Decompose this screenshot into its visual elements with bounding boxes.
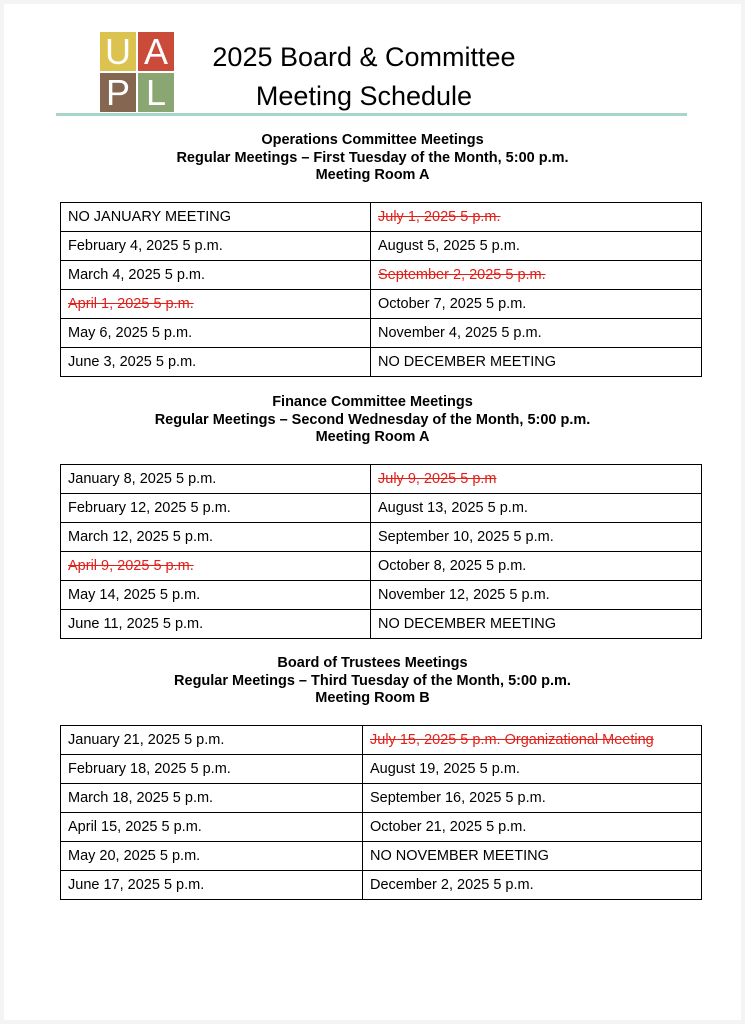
finance-section-heading	[4, 394, 741, 447]
operations-section-heading	[4, 132, 741, 185]
cancelled-meeting-cell: April 1, 2025 5 p.m.	[61, 290, 371, 319]
table-row	[61, 203, 702, 232]
table-row	[61, 348, 702, 377]
meeting-date-cell: September 10, 2025 5 p.m.	[371, 523, 702, 552]
meeting-date-cell: January 8, 2025 5 p.m.	[61, 465, 371, 494]
meeting-date-cell: June 17, 2025 5 p.m.	[61, 871, 363, 900]
meeting-date-cell: November 4, 2025 5 p.m.	[371, 319, 702, 348]
title-line-2: Meeting Schedule	[255, 81, 473, 111]
cancelled-meeting-cell: September 2, 2025 5 p.m.	[371, 261, 702, 290]
table-row	[61, 290, 702, 319]
table-row	[61, 261, 702, 290]
meeting-date-cell: May 6, 2025 5 p.m.	[61, 319, 371, 348]
cancelled-meeting-cell: July 9, 2025 5 p.m	[371, 465, 702, 494]
board-schedule-table	[60, 725, 702, 900]
meeting-date-cell: January 21, 2025 5 p.m.	[61, 726, 363, 755]
meeting-date-cell: NO NOVEMBER MEETING	[363, 842, 702, 871]
meeting-date-cell: NO DECEMBER MEETING	[371, 348, 702, 377]
table-row	[61, 871, 702, 900]
logo-letter-a: A	[138, 32, 174, 71]
meeting-date-cell: November 12, 2025 5 p.m.	[371, 581, 702, 610]
meeting-date-cell: October 21, 2025 5 p.m.	[363, 813, 702, 842]
table-row	[61, 523, 702, 552]
operations-room: Meeting Room A	[315, 167, 430, 183]
meeting-date-cell: March 12, 2025 5 p.m.	[61, 523, 371, 552]
table-row	[61, 842, 702, 871]
meeting-date-cell: April 15, 2025 5 p.m.	[61, 813, 363, 842]
operations-schedule-table	[60, 202, 702, 377]
table-row	[61, 755, 702, 784]
board-subtitle: Regular Meetings – Third Tuesday of the Month, 5:00 p.m.	[174, 672, 571, 689]
meeting-date-cell: August 19, 2025 5 p.m.	[363, 755, 702, 784]
board-section-heading	[4, 655, 741, 708]
meeting-date-cell: August 13, 2025 5 p.m.	[371, 494, 702, 523]
logo-letter-l: L	[138, 73, 174, 112]
meeting-date-cell: February 4, 2025 5 p.m.	[61, 232, 371, 261]
table-row	[61, 610, 702, 639]
header-divider	[56, 113, 687, 116]
meeting-date-cell: March 4, 2025 5 p.m.	[61, 261, 371, 290]
finance-schedule-table	[60, 464, 702, 639]
meeting-date-cell: September 16, 2025 5 p.m.	[363, 784, 702, 813]
meeting-date-cell: August 5, 2025 5 p.m.	[371, 232, 702, 261]
meeting-date-cell: December 2, 2025 5 p.m.	[363, 871, 702, 900]
table-row	[61, 552, 702, 581]
table-row	[61, 232, 702, 261]
cancelled-meeting-cell: July 15, 2025 5 p.m. Organizational Meeting	[363, 726, 702, 755]
meeting-date-cell: February 18, 2025 5 p.m.	[61, 755, 363, 784]
board-room: Meeting Room B	[315, 690, 430, 706]
meeting-date-cell: NO DECEMBER MEETING	[371, 610, 702, 639]
page-header	[4, 4, 741, 124]
table-row	[61, 784, 702, 813]
logo-letter-p: P	[100, 73, 136, 112]
meeting-date-cell: May 14, 2025 5 p.m.	[61, 581, 371, 610]
meeting-date-cell: NO JANUARY MEETING	[61, 203, 371, 232]
operations-title: Operations Committee Meetings	[261, 132, 484, 148]
finance-title: Finance Committee Meetings	[272, 394, 473, 410]
meeting-date-cell: June 11, 2025 5 p.m.	[61, 610, 371, 639]
meeting-date-cell: October 8, 2025 5 p.m.	[371, 552, 702, 581]
board-title: Board of Trustees Meetings	[277, 655, 468, 671]
table-row	[61, 465, 702, 494]
table-row	[61, 494, 702, 523]
operations-subtitle: Regular Meetings – First Tuesday of the Month, 5:00 p.m.	[176, 149, 569, 166]
finance-room: Meeting Room A	[315, 429, 430, 445]
cancelled-meeting-cell: April 9, 2025 5 p.m.	[61, 552, 371, 581]
meeting-date-cell: October 7, 2025 5 p.m.	[371, 290, 702, 319]
table-row	[61, 813, 702, 842]
title-line-1: 2025 Board & Committee	[212, 42, 516, 72]
table-row	[61, 581, 702, 610]
cancelled-meeting-cell: July 1, 2025 5 p.m.	[371, 203, 702, 232]
meeting-date-cell: March 18, 2025 5 p.m.	[61, 784, 363, 813]
library-logo	[100, 32, 174, 112]
table-row	[61, 726, 702, 755]
table-row	[61, 319, 702, 348]
logo-letter-u: U	[100, 32, 136, 71]
schedule-page	[4, 4, 741, 1020]
meeting-date-cell: June 3, 2025 5 p.m.	[61, 348, 371, 377]
page-title	[164, 38, 564, 116]
meeting-date-cell: May 20, 2025 5 p.m.	[61, 842, 363, 871]
meeting-date-cell: February 12, 2025 5 p.m.	[61, 494, 371, 523]
finance-subtitle: Regular Meetings – Second Wednesday of the Month, 5:00 p.m.	[154, 411, 591, 428]
